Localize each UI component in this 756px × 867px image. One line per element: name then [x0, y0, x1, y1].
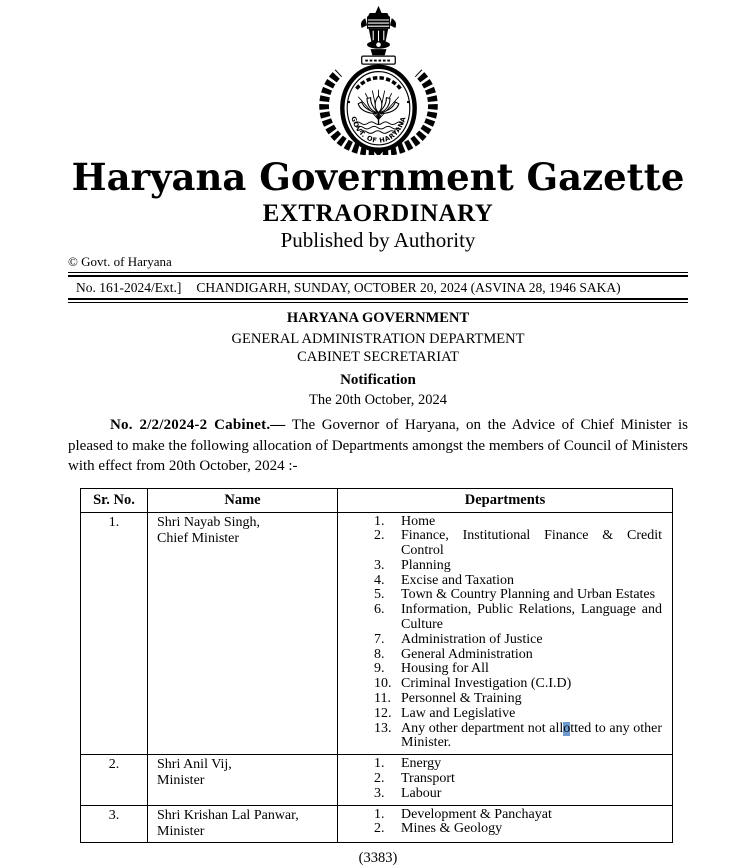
department-heading: GENERAL ADMINISTRATION DEPARTMENT — [231, 331, 525, 347]
department-item — [338, 633, 672, 648]
published-by-authority: Published by Authority — [280, 228, 476, 252]
column-header: Sr. No. — [81, 488, 148, 512]
notification-heading: Notification — [340, 372, 416, 388]
table-row — [81, 755, 673, 805]
emblem-container — [68, 5, 688, 155]
department-item-number: 2. — [374, 771, 385, 787]
copyright-line: © Govt. of Haryana — [68, 254, 172, 269]
department-item — [338, 515, 672, 530]
notification-paragraph — [68, 415, 688, 477]
department-item — [338, 722, 672, 752]
government-heading: HARYANA GOVERNMENT — [286, 310, 470, 326]
department-item-number: 10. — [374, 676, 392, 692]
extraordinary-heading: EXTRAORDINARY — [262, 200, 494, 227]
department-item-text: Personnel & Training — [401, 691, 522, 707]
department-item — [338, 692, 672, 707]
column-header: Name — [148, 488, 338, 512]
department-item-number: 9. — [374, 661, 385, 677]
column-header: Departments — [338, 488, 673, 512]
department-item — [338, 677, 672, 692]
department-item-number: 7. — [374, 631, 385, 647]
department-item — [338, 707, 672, 722]
department-item-number: 1. — [374, 806, 385, 822]
department-item-text: Criminal Investigation (C.I.D) — [401, 676, 572, 692]
department-item-number: 1. — [374, 513, 385, 529]
issue-dateline — [68, 277, 688, 297]
minister-name-cell: Shri Anil Vij, Minister — [148, 755, 338, 805]
department-item — [338, 603, 672, 633]
department-item-text: Energy — [401, 756, 442, 772]
ring-dot-right — [406, 101, 408, 103]
department-item-number: 2. — [374, 528, 385, 544]
table-row — [81, 512, 673, 755]
department-item-text: Administration of Justice — [401, 631, 543, 647]
department-item — [338, 588, 672, 603]
department-item-text: Town & Country Planning and Urban Estates — [401, 587, 656, 603]
department-item — [338, 574, 672, 589]
department-item — [338, 559, 672, 574]
table-row — [81, 805, 673, 842]
department-item-number: 13. — [374, 720, 392, 736]
govt-of-haryana-emblem — [312, 5, 445, 155]
department-item-text: Excise and Taxation — [401, 572, 515, 588]
department-item-text: Information, Public Relations, Language and Culture — [401, 602, 662, 633]
department-item-text: Home — [401, 513, 436, 529]
department-item — [338, 757, 672, 772]
department-item-number: 11. — [374, 691, 391, 707]
department-item — [338, 662, 672, 677]
sr-no-cell: 1. — [81, 512, 148, 755]
department-item-number: 12. — [374, 705, 392, 721]
department-item — [338, 808, 672, 823]
notification-date: The 20th October, 2024 — [309, 392, 447, 408]
minister-name-cell: Shri Krishan Lal Panwar, Minister — [148, 805, 338, 842]
department-item-text: Labour — [401, 785, 442, 801]
highlighted-character: o — [563, 720, 571, 736]
double-rule-bottom — [68, 298, 688, 303]
ring-dot-left — [347, 101, 349, 103]
department-item-text: General Administration — [401, 646, 533, 662]
department-item — [338, 529, 672, 559]
allocation-table-head-row — [81, 488, 673, 512]
department-item-text: Housing for All — [401, 661, 489, 677]
department-item-number: 5. — [374, 587, 385, 603]
allocation-table — [80, 488, 673, 843]
department-item — [338, 822, 672, 837]
department-item-text: Law and Legislative — [401, 705, 516, 721]
department-item-number: 8. — [374, 646, 385, 662]
department-item-number: 3. — [374, 785, 385, 801]
department-item-text: Mines & Geology — [401, 821, 503, 837]
place-date: CHANDIGARH, SUNDAY, OCTOBER 20, 2024 (ASVINA 28, 1946 SAKA) — [196, 280, 621, 295]
emblem-ring-text: GOVT. OF HARYANA — [348, 115, 408, 145]
department-item-text: Planning — [401, 557, 451, 573]
department-item-number: 1. — [374, 756, 385, 772]
department-item-text: Any other department not allotted to any other Minister. — [401, 720, 662, 751]
department-item-number: 2. — [374, 821, 385, 837]
department-item-text: Development & Panchayat — [401, 806, 552, 822]
secretariat-heading: CABINET SECRETARIAT — [297, 349, 459, 365]
paragraph-body: The Governor of Haryana, on the Advice of Chief Minister is pleased to make the following allocation of Departments amongst the members of Council of Ministers with effect from 20th October, 2024 :- — [68, 417, 688, 474]
satyameva-jayate-banner — [361, 56, 395, 64]
gazette-title: Haryana Government Gazette — [71, 155, 685, 199]
sr-no-cell: 2. — [81, 755, 148, 805]
department-item-number: 6. — [374, 602, 385, 618]
departments-cell — [338, 512, 673, 755]
department-item — [338, 772, 672, 787]
sr-no-cell: 3. — [81, 805, 148, 842]
department-item-text: Transport — [401, 771, 455, 787]
department-item — [338, 648, 672, 663]
department-item-number: 4. — [374, 572, 385, 588]
departments-cell — [338, 755, 673, 805]
cabinet-order-number: No. 2/2/2024-2 Cabinet.— — [110, 417, 286, 433]
allocation-table-body — [81, 512, 673, 842]
dharma-chakra-icon — [376, 42, 381, 47]
department-item-text: Finance, Institutional Finance & Credit Control — [401, 528, 662, 559]
department-item — [338, 787, 672, 802]
minister-name-cell: Shri Nayab Singh, Chief Minister — [148, 512, 338, 755]
departments-cell — [338, 805, 673, 842]
issue-number: No. 161-2024/Ext.] — [76, 280, 182, 295]
department-item-number: 3. — [374, 557, 385, 573]
page-number: (3383) — [358, 849, 398, 866]
